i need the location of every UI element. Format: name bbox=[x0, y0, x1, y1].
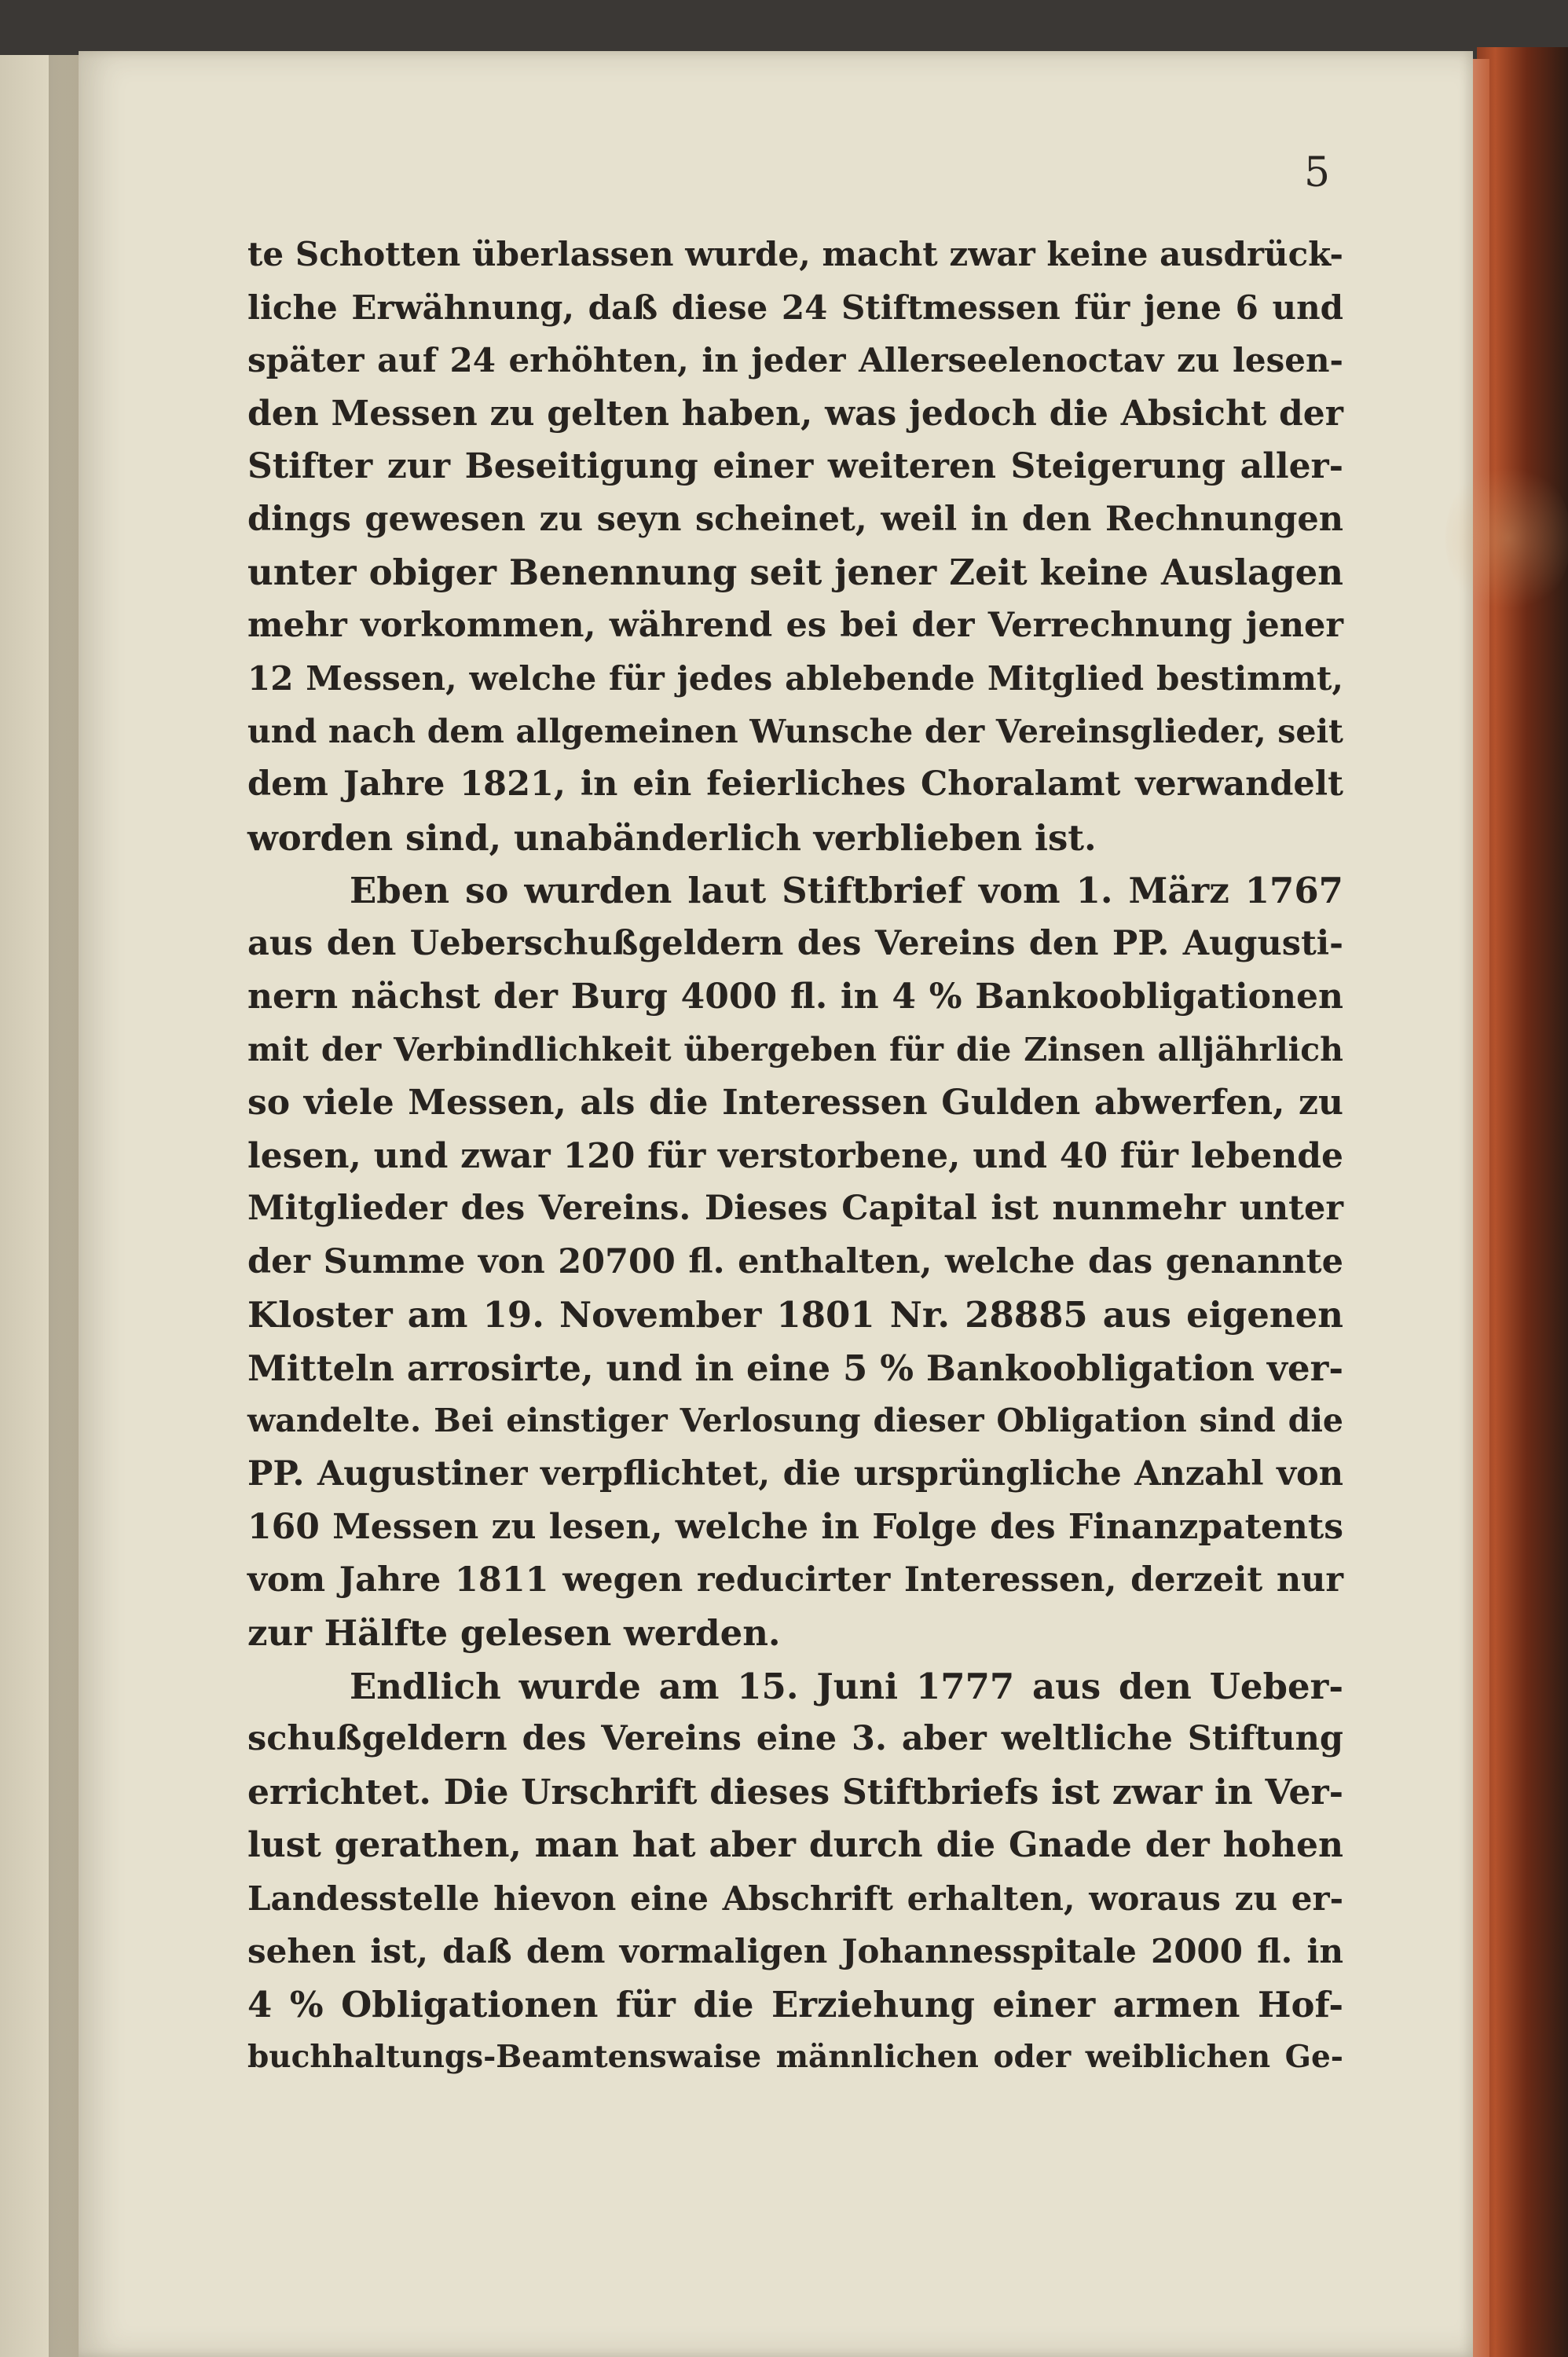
text-line: 160 Messen zu lesen, welche in Folge des Finanzpatents bbox=[247, 1507, 1343, 1547]
text-line: der Summe von 20700 fl. enthalten, welche das genannte bbox=[247, 1241, 1343, 1281]
text-line: wandelte. Bei einstiger Verlosung dieser Obligation sind die bbox=[247, 1402, 1343, 1439]
text-line: zur Hälfte gelesen werden. bbox=[247, 1612, 781, 1654]
text-line: buchhaltungs-Beamtenswaise männlichen oder weiblichen Ge- bbox=[247, 2039, 1343, 2075]
text-line: vom Jahre 1811 wegen reducirter Interessen, derzeit nur bbox=[247, 1560, 1343, 1600]
text-line: Landesstelle hievon eine Abschrift erhalten, woraus zu er- bbox=[247, 1879, 1343, 1918]
body-text bbox=[247, 228, 1343, 2084]
text-line: 4 % Obligationen für die Erziehung einer armen Hof- bbox=[247, 1983, 1343, 2025]
text-line: 12 Messen, welche für jedes ablebende Mitglied bestimmt, bbox=[247, 659, 1343, 698]
paper-stain bbox=[1445, 460, 1568, 617]
book-cover-edge bbox=[1477, 47, 1568, 2357]
text-line: später auf 24 erhöhten, in jeder Allerseelenoctav zu lesen- bbox=[247, 341, 1343, 379]
text-line: lesen, und zwar 120 für verstorbene, und 40 für lebende bbox=[247, 1135, 1343, 1176]
text-line: mit der Verbindlichkeit übergeben für die Zinsen alljährlich bbox=[247, 1030, 1343, 1069]
text-line: Kloster am 19. November 1801 Nr. 28885 aus eigenen bbox=[247, 1294, 1343, 1336]
text-line: dem Jahre 1821, in ein feierliches Choralamt verwandelt bbox=[247, 764, 1343, 804]
text-line: Stifter zur Beseitigung einer weiteren Steigerung aller- bbox=[247, 446, 1343, 486]
text-line: liche Erwähnung, daß diese 24 Stiftmessen für jene 6 und bbox=[247, 288, 1343, 327]
text-line: worden sind, unabänderlich verblieben ist. bbox=[247, 816, 1097, 859]
text-line: PP. Augustiner verpflichtet, die ursprüngliche Anzahl von bbox=[247, 1453, 1343, 1494]
text-line: dings gewesen zu seyn scheinet, weil in den Rechnungen bbox=[247, 499, 1343, 539]
text-line: so viele Messen, als die Interessen Gulden abwerfen, zu bbox=[247, 1083, 1343, 1123]
text-line: schußgeldern des Vereins eine 3. aber weltliche Stiftung bbox=[247, 1719, 1343, 1758]
text-line: mehr vorkommen, während es bei der Verrechnung jener bbox=[247, 605, 1343, 645]
text-line: Mitglieder des Vereins. Dieses Capital ist nunmehr unter bbox=[247, 1189, 1343, 1228]
text-line: lust gerathen, man hat aber durch die Gnade der hohen bbox=[247, 1825, 1343, 1865]
text-line: aus den Ueberschußgeldern des Vereins den PP. Augusti- bbox=[247, 923, 1343, 963]
page-number: 5 bbox=[1304, 149, 1331, 196]
text-line: Mitteln arrosirte, und in eine 5 % Bankoobligation ver- bbox=[247, 1347, 1343, 1389]
text-line: nern nächst der Burg 4000 fl. in 4 % Bankoobligationen bbox=[247, 977, 1343, 1017]
text-line: Endlich wurde am 15. Juni 1777 aus den Ueber- bbox=[350, 1665, 1343, 1707]
text-line: und nach dem allgemeinen Wunsche der Vereinsglieder, seit bbox=[247, 712, 1343, 750]
text-line: den Messen zu gelten haben, was jedoch die Absicht der bbox=[247, 393, 1343, 434]
text-line: sehen ist, daß dem vormaligen Johannesspitale 2000 fl. in bbox=[247, 1932, 1343, 1970]
text-line: unter obiger Benennung seit jener Zeit keine Auslagen bbox=[247, 552, 1343, 593]
text-line: Eben so wurden laut Stiftbrief vom 1. März 1767 bbox=[350, 870, 1343, 911]
text-line: errichtet. Die Urschrift dieses Stiftbriefs ist zwar in Ver- bbox=[247, 1772, 1343, 1813]
text-line: te Schotten überlassen wurde, macht zwar keine ausdrück- bbox=[247, 235, 1343, 273]
